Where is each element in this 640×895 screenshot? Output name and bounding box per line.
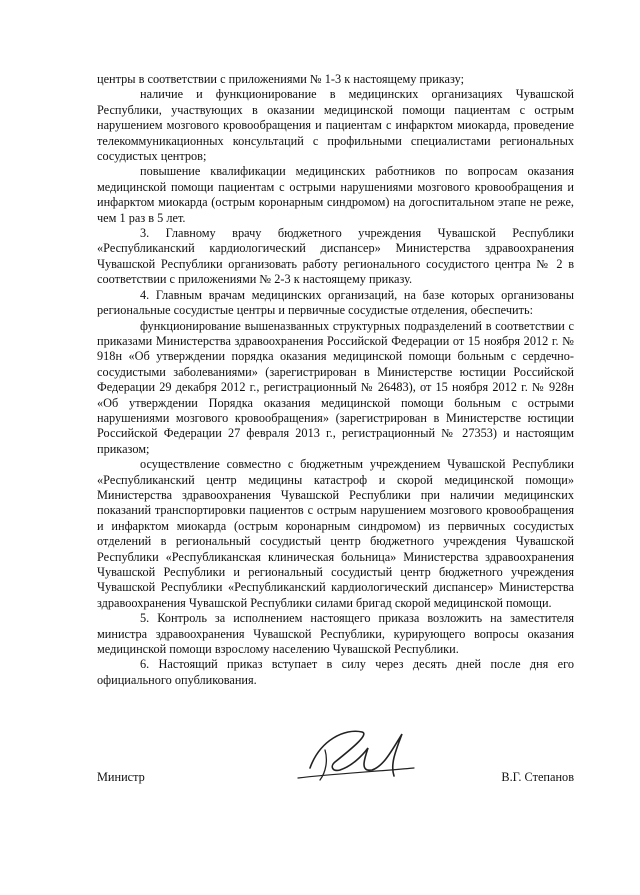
paragraph-6: функционирование вышеназванных структурных подразделений в соответствии с приказами Министерства здравоохранения Российской Федерации от 15 ноября 2012 г. № 918н «Об утверждении порядка оказания медицинской помощи больным с сердечно-сосудистыми заболеваниями» (зарегистрирован в Министерстве юстиции Российской Федерации 29 декабря 2012 г., регистрационный № 26483), от 15 ноября 2012 г. № 928н «Об утверждении Порядка оказания медицинской помощи больным с острыми нарушениями мозгового кровообращения» (зарегистрирован в Министерстве юстиции Российской Федерации 27 февраля 2013 г., регистрационный № 27353) и настоящим приказом; bbox=[97, 318, 574, 456]
signatory-title: Министр bbox=[97, 770, 145, 784]
document-body bbox=[97, 72, 574, 688]
signature-block bbox=[97, 770, 574, 800]
paragraph-3: повышение квалификации медицинских работников по вопросам оказания медицинской помощи пациентам с острыми нарушениями мозгового кровообращения и инфарктом миокарда (острым коронарным синдромом) на догоспитальном этапе не реже, чем 1 раз в 5 лет. bbox=[97, 164, 574, 225]
signatory-name: В.Г. Степанов bbox=[501, 770, 574, 784]
paragraph-7: осуществление совместно с бюджетным учреждением Чувашской Республики «Республиканский центр медицины катастроф и скорой медицинской помощи» Министерства здравоохранения Чувашской Республики при наличии медицинских показаний транспортировки пациентов с острым нарушением мозгового кровообращения и инфарктом миокарда (острым коронарным синдромом) из первичных сосудистых отделений в региональный сосудистый центр бюджетного учреждения Чувашской Республики «Республиканская клиническая больница» Министерства здравоохранения Чувашской Республики и региональный сосудистый центр бюджетного учреждения Чувашской Республики «Республиканский кардиологический диспансер» Министерства здравоохранения Чувашской Республики силами бригад скорой медицинской помощи. bbox=[97, 457, 574, 610]
paragraph-9: 6. Настоящий приказ вступает в силу через десять дней после дня его официального опубликования. bbox=[97, 657, 574, 687]
paragraph-8: 5. Контроль за исполнением настоящего приказа возложить на заместителя министра здравоохранения Чувашской Республики, курирующего вопросы оказания медицинской помощи взрослому населению Чувашской Республики. bbox=[97, 611, 574, 657]
paragraph-1: центры в соответствии с приложениями № 1-3 к настоящему приказу; bbox=[97, 72, 465, 86]
paragraph-4: 3. Главному врачу бюджетного учреждения Чувашской Республики «Республиканский кардиологический диспансер» Министерства здравоохранения Чувашской Республики организовать работу регионального сосудистого центра № 2 в соответствии с приложениями № 2-3 к настоящему приказу. bbox=[97, 226, 574, 287]
paragraph-5: 4. Главным врачам медицинских организаций, на базе которых организованы региональные сосудистые центры и первичные сосудистые отделения, обеспечить: bbox=[97, 287, 574, 318]
paragraph-2: наличие и функционирование в медицинских организациях Чувашской Республики, участвующих в оказании медицинской помощи пациентам с острым нарушением мозгового кровообращения и пациентам с инфарктом миокарда, проведение телекоммуникационных консультаций с профильными специалистами региональных сосудистых центров; bbox=[97, 87, 574, 164]
